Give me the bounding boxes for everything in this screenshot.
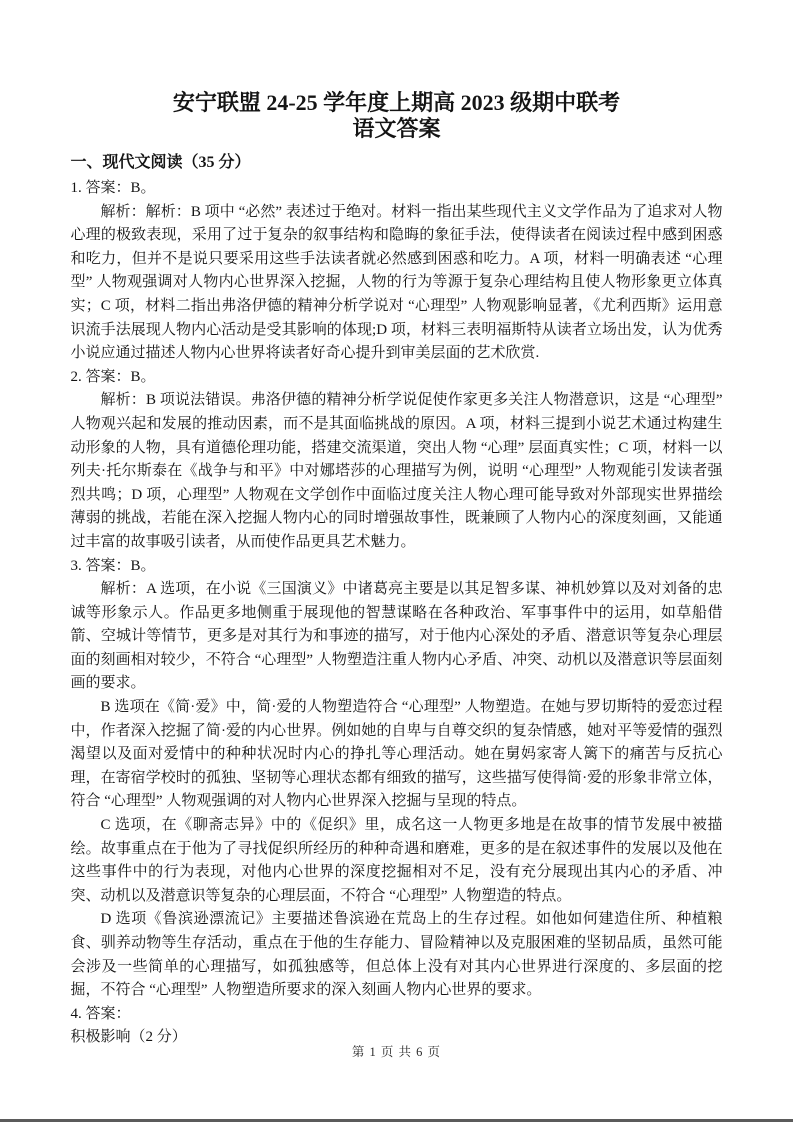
document-title-line2: 语文答案 (352, 116, 441, 141)
answer-line: 4. 答案： (70, 1005, 131, 1022)
section-heading: 一、现代文阅读（35 分） (70, 154, 251, 171)
explanation-paragraph: 解析：解析：B 项中 “必然” 表述过于绝对。材料一指出某些现代主义文学作品为了追求对人物心理的极致表现，采用了过于复杂的叙事结构和隐晦的象征手法，使得读者在阅读过程中感到困惑和吃力，但并不是说只要采用这些手法读者就必然感到困惑和吃力。A 项，材料一明确表述 “心理型” 人物观强调对人物内心世界深入挖掘，人物的行为等源于复杂心理结构且使人物形象更立体真实；C 项，材料二指出弗洛伊德的精神分析学说对 “心理型” 人物观影响显著，《尤利西斯》运用意识流手法展现人物内心活动是受其影响的体现;D 项，材料三表明福斯特从读者立场出发，认为优秀小说应通过描述人物内心世界将读者好奇心提升到审美层面的艺术欣赏. (70, 203, 723, 362)
answer-line: 2. 答案：B。 (70, 368, 156, 385)
answer-line: 1. 答案：B。 (70, 180, 156, 196)
explanation-paragraph: C 选项，在《聊斋志异》中的《促织》里，成名这一人物更多地是在故事的情节发展中被描绘。故事重点在于他为了寻找促织所经历的种种奇遇和磨难，更多的是在叙述事件的发展以及他在这些事件中的行为表现，对他内心世界的深度挖掘相对不足，没有充分展现出其内心的矛盾、冲突、动机以及潜意识等复杂的心理层面，不符合 “心理型” 人物塑造的特点。 (70, 817, 723, 904)
document-body (71, 151, 723, 1050)
document-header (0, 0, 793, 142)
explanation-paragraph: D 选项《鲁滨逊漂流记》主要描述鲁滨逊在荒岛上的生存过程。如他如何建造住所、种植粮食、驯养动物等生存活动，重点在于他的生存能力、冒险精神以及克服困难的坚韧品质，虽然可能会涉及一些简单的心理描写，如孤独感等，但总体上没有对其内心世界进行深度的、多层面的挖掘，不符合 “心理型” 人物塑造所要求的深入刻画人物内心世界的要求。 (70, 911, 723, 999)
document-title-line1: 安宁联盟 24-25 学年度上期高 2023 级期中联考 (172, 90, 621, 115)
answer-paragraphs (71, 177, 723, 1050)
explanation-paragraph: 解析：A 选项，在小说《三国演义》中诸葛亮主要是以其足智多谋、神机妙算以及对刘备的忠诚等形象示人。作品更多地侧重于展现他的智慧谋略在各种政治、军事事件中的运用，如草船借箭、空城计等情节，更多是对其行为和事迹的描写，对于他内心深处的矛盾、潜意识等复杂心理层面的刻画相对较少，不符合 “心理型” 人物塑造注重人物内心矛盾、冲突、动机以及潜意识等层面刻画的要求。 (70, 581, 723, 692)
explanation-paragraph: 解析：B 项说法错误。弗洛伊德的精神分析学说促使作家更多关注人物潜意识，这是 “心理型” 人物观兴起和发展的推动因素，而不是其面临挑战的原因。A 项，材料三提到小说艺术通过构建生动形象的人物，具有道德伦理功能，搭建交流渠道，突出人物 “心理” 层面真实性；C 项，材料一以列夫·托尔斯泰在《战争与和平》中对娜塔莎的心理描写为例，说明 “心理型” 人物观能引发读者强烈共鸣；D 项，心理型” 人物观在文学创作中面临过度关注人物心理可能导致对外部现实世界描绘薄弱的挑战，若能在深入挖掘人物内心的同时增强故事性，既兼顾了人物内心的深度刻画，又能通过丰富的故事吸引读者，从而使作品更具艺术魅力。 (70, 392, 723, 550)
explanation-paragraph: B 选项在《简·爱》中，简·爱的人物塑造符合 “心理型” 人物塑造。在她与罗切斯特的爱恋过程中，作者深入挖掘了简·爱的内心世界。例如她的自卑与自尊交织的复杂情感，她对平等爱情的强烈渴望以及面对爱情中的种种状况时内心的挣扎等心理活动。她在舅妈家寄人篱下的痛苦与反抗心理，在寄宿学校时的孤独、坚韧等心理状态都有细致的描写，这些描写使得简·爱的形象非常立体，符合 “心理型” 人物观强调的对人物内心世界深入挖掘与呈现的特点。 (70, 699, 723, 810)
page-number: 第 1 页 共 6 页 (351, 1045, 442, 1059)
answer-line: 3. 答案：B。 (70, 557, 156, 574)
answer-line: 积极影响（2 分） (70, 1029, 187, 1046)
